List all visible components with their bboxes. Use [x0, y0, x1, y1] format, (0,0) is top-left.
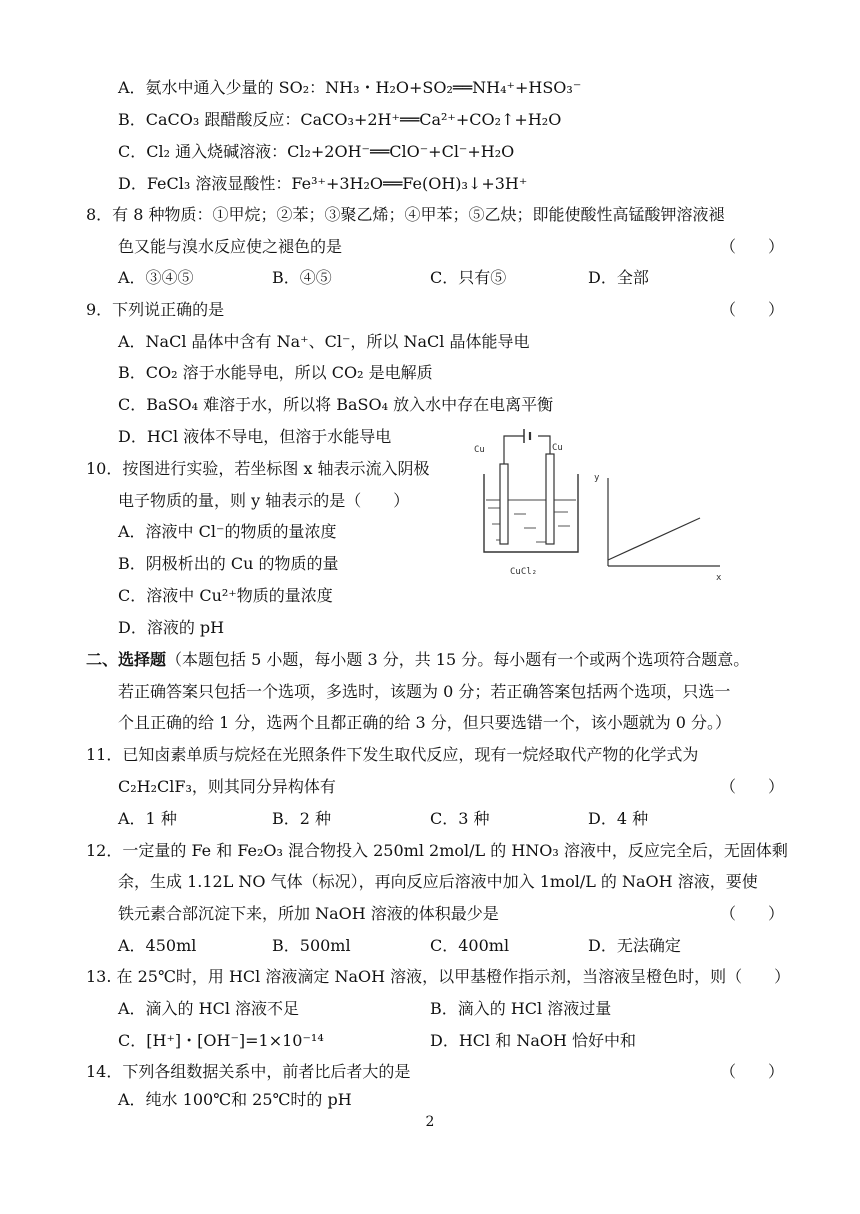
section-2-intro: （本题包括 5 小题，每小题 3 分，共 15 分。每小题有一个或两个选项符合题意。	[166, 650, 750, 669]
q12-option-a: A．450ml	[118, 936, 197, 955]
q13-option-c: C．[H⁺]・[OH⁻]=1×10⁻¹⁴	[118, 1031, 324, 1050]
q8-option-c: C．只有⑤	[430, 268, 507, 287]
q10-option-a: A．溶液中 Cl⁻的物质的量浓度	[118, 522, 337, 541]
q7-option-b: B．CaCO₃ 跟醋酸反应：CaCO₃+2H⁺══Ca²⁺+CO₂↑+H₂O	[118, 110, 562, 129]
q14-option-a: A．纯水 100℃和 25℃时的 pH	[118, 1090, 352, 1109]
section-2-instructions-line1	[86, 649, 749, 671]
q10-stem-line1: 10．按图进行实验，若坐标图 x 轴表示流入阴极	[86, 459, 430, 478]
q10-option-b: B．阴极析出的 Cu 的物质的量	[118, 554, 339, 573]
q11-option-d: D．4 种	[588, 809, 649, 828]
left-electrode	[500, 464, 508, 544]
q13-option-a: A．滴入的 HCl 溶液不足	[118, 999, 300, 1018]
page-number: 2	[425, 1114, 435, 1130]
q14-stem: 14．下列各组数据关系中，前者比后者大的是	[86, 1062, 411, 1081]
q9-option-a: A．NaCl 晶体中含有 Na⁺、Cl⁻，所以 NaCl 晶体能导电	[118, 332, 530, 351]
q12-stem-line2: 余，生成 1.12L NO 气体（标况），再向反应后溶液中加入 1mol/L 的 NaOH 溶液，要使	[118, 872, 758, 891]
q8-stem-line1: 8．有 8 种物质：①甲烷；②苯；③聚乙烯；④甲苯；⑤乙炔；即能使酸性高锰酸钾溶液褪	[86, 205, 725, 224]
q8-answer-paren: （ ）	[720, 237, 785, 256]
q8-option-a: A．③④⑤	[118, 268, 194, 287]
q11-option-a: A．1 种	[118, 809, 177, 828]
q12-answer-paren: （ ）	[720, 904, 785, 923]
right-electrode	[546, 454, 554, 544]
q11-option-c: C．3 种	[430, 809, 490, 828]
left-electrode-label: Cu	[474, 445, 485, 455]
q7-option-d: D．FeCl₃ 溶液显酸性：Fe³⁺+3H₂O══Fe(OH)₃↓+3H⁺	[118, 174, 528, 193]
q10-option-d: D．溶液的 pH	[118, 618, 225, 637]
q13-option-d: D．HCl 和 NaOH 恰好中和	[430, 1031, 637, 1050]
q11-stem-line1: 11．已知卤素单质与烷烃在光照条件下发生取代反应，现有一烷烃取代产物的化学式为	[86, 745, 699, 764]
section-2-instructions-line3: 个且正确的给 1 分，选两个且都正确的给 3 分，但只要选错一个，该小题就为 0 分。）	[118, 713, 732, 732]
q8-stem-line2: 色又能与溴水反应使之褪色的是	[118, 237, 343, 256]
q9-stem: 9．下列说正确的是	[86, 300, 225, 319]
solution-label: CuCl₂	[510, 567, 538, 577]
q14-answer-paren: （ ）	[720, 1062, 785, 1081]
q13-stem: 13. 在 25℃时，用 HCl 溶液滴定 NaOH 溶液，以甲基橙作指示剂，当溶液呈橙色时，则（ ）	[86, 967, 791, 986]
q9-answer-paren: （ ）	[720, 300, 785, 319]
q9-option-c: C．BaSO₄ 难溶于水，所以将 BaSO₄ 放入水中存在电离平衡	[118, 395, 554, 414]
q7-option-a: A．氨水中通入少量的 SO₂：NH₃・H₂O+SO₂══NH₄⁺+HSO₃⁻	[118, 78, 582, 97]
q12-stem-line3: 铁元素合部沉淀下来，所加 NaOH 溶液的体积最少是	[118, 904, 499, 923]
q12-option-d: D．无法确定	[588, 936, 681, 955]
y-axis-label: y	[594, 473, 600, 483]
q9-option-b: B．CO₂ 溶于水能导电，所以 CO₂ 是电解质	[118, 363, 433, 382]
q11-stem-line2: C₂H₂ClF₃，则其同分异构体有	[118, 777, 336, 796]
q12-stem-line1: 12．一定量的 Fe 和 Fe₂O₃ 混合物投入 250ml 2mol/L 的 HNO₃ 溶液中，反应完全后，无固体剩	[86, 841, 788, 860]
q8-option-d: D．全部	[588, 268, 649, 287]
section-2-title: 二、选择题	[86, 650, 167, 669]
q9-option-d: D．HCl 液体不导电，但溶于水能导电	[118, 427, 392, 446]
q12-option-c: C．400ml	[430, 936, 510, 955]
q13-option-b: B．滴入的 HCl 溶液过量	[430, 999, 612, 1018]
right-electrode-label: Cu	[552, 443, 563, 453]
electrolysis-cell-diagram	[466, 424, 596, 584]
y-x-graph	[594, 468, 728, 582]
q12-option-b: B．500ml	[272, 936, 351, 955]
q8-option-b: B．④⑤	[272, 268, 332, 287]
x-axis-label: x	[716, 573, 722, 582]
q10-stem-line2: 电子物质的量，则 y 轴表示的是（ ）	[118, 491, 410, 510]
q7-option-c: C．Cl₂ 通入烧碱溶液：Cl₂+2OH⁻══ClO⁻+Cl⁻+H₂O	[118, 142, 515, 161]
graph-line	[608, 518, 700, 560]
q11-option-b: B．2 种	[272, 809, 332, 828]
section-2-instructions-line2: 若正确答案只包括一个选项，多选时，该题为 0 分；若正确答案包括两个选项，只选一	[118, 682, 731, 701]
q11-answer-paren: （ ）	[720, 777, 785, 796]
q10-option-c: C．溶液中 Cu²⁺物质的量浓度	[118, 586, 333, 605]
